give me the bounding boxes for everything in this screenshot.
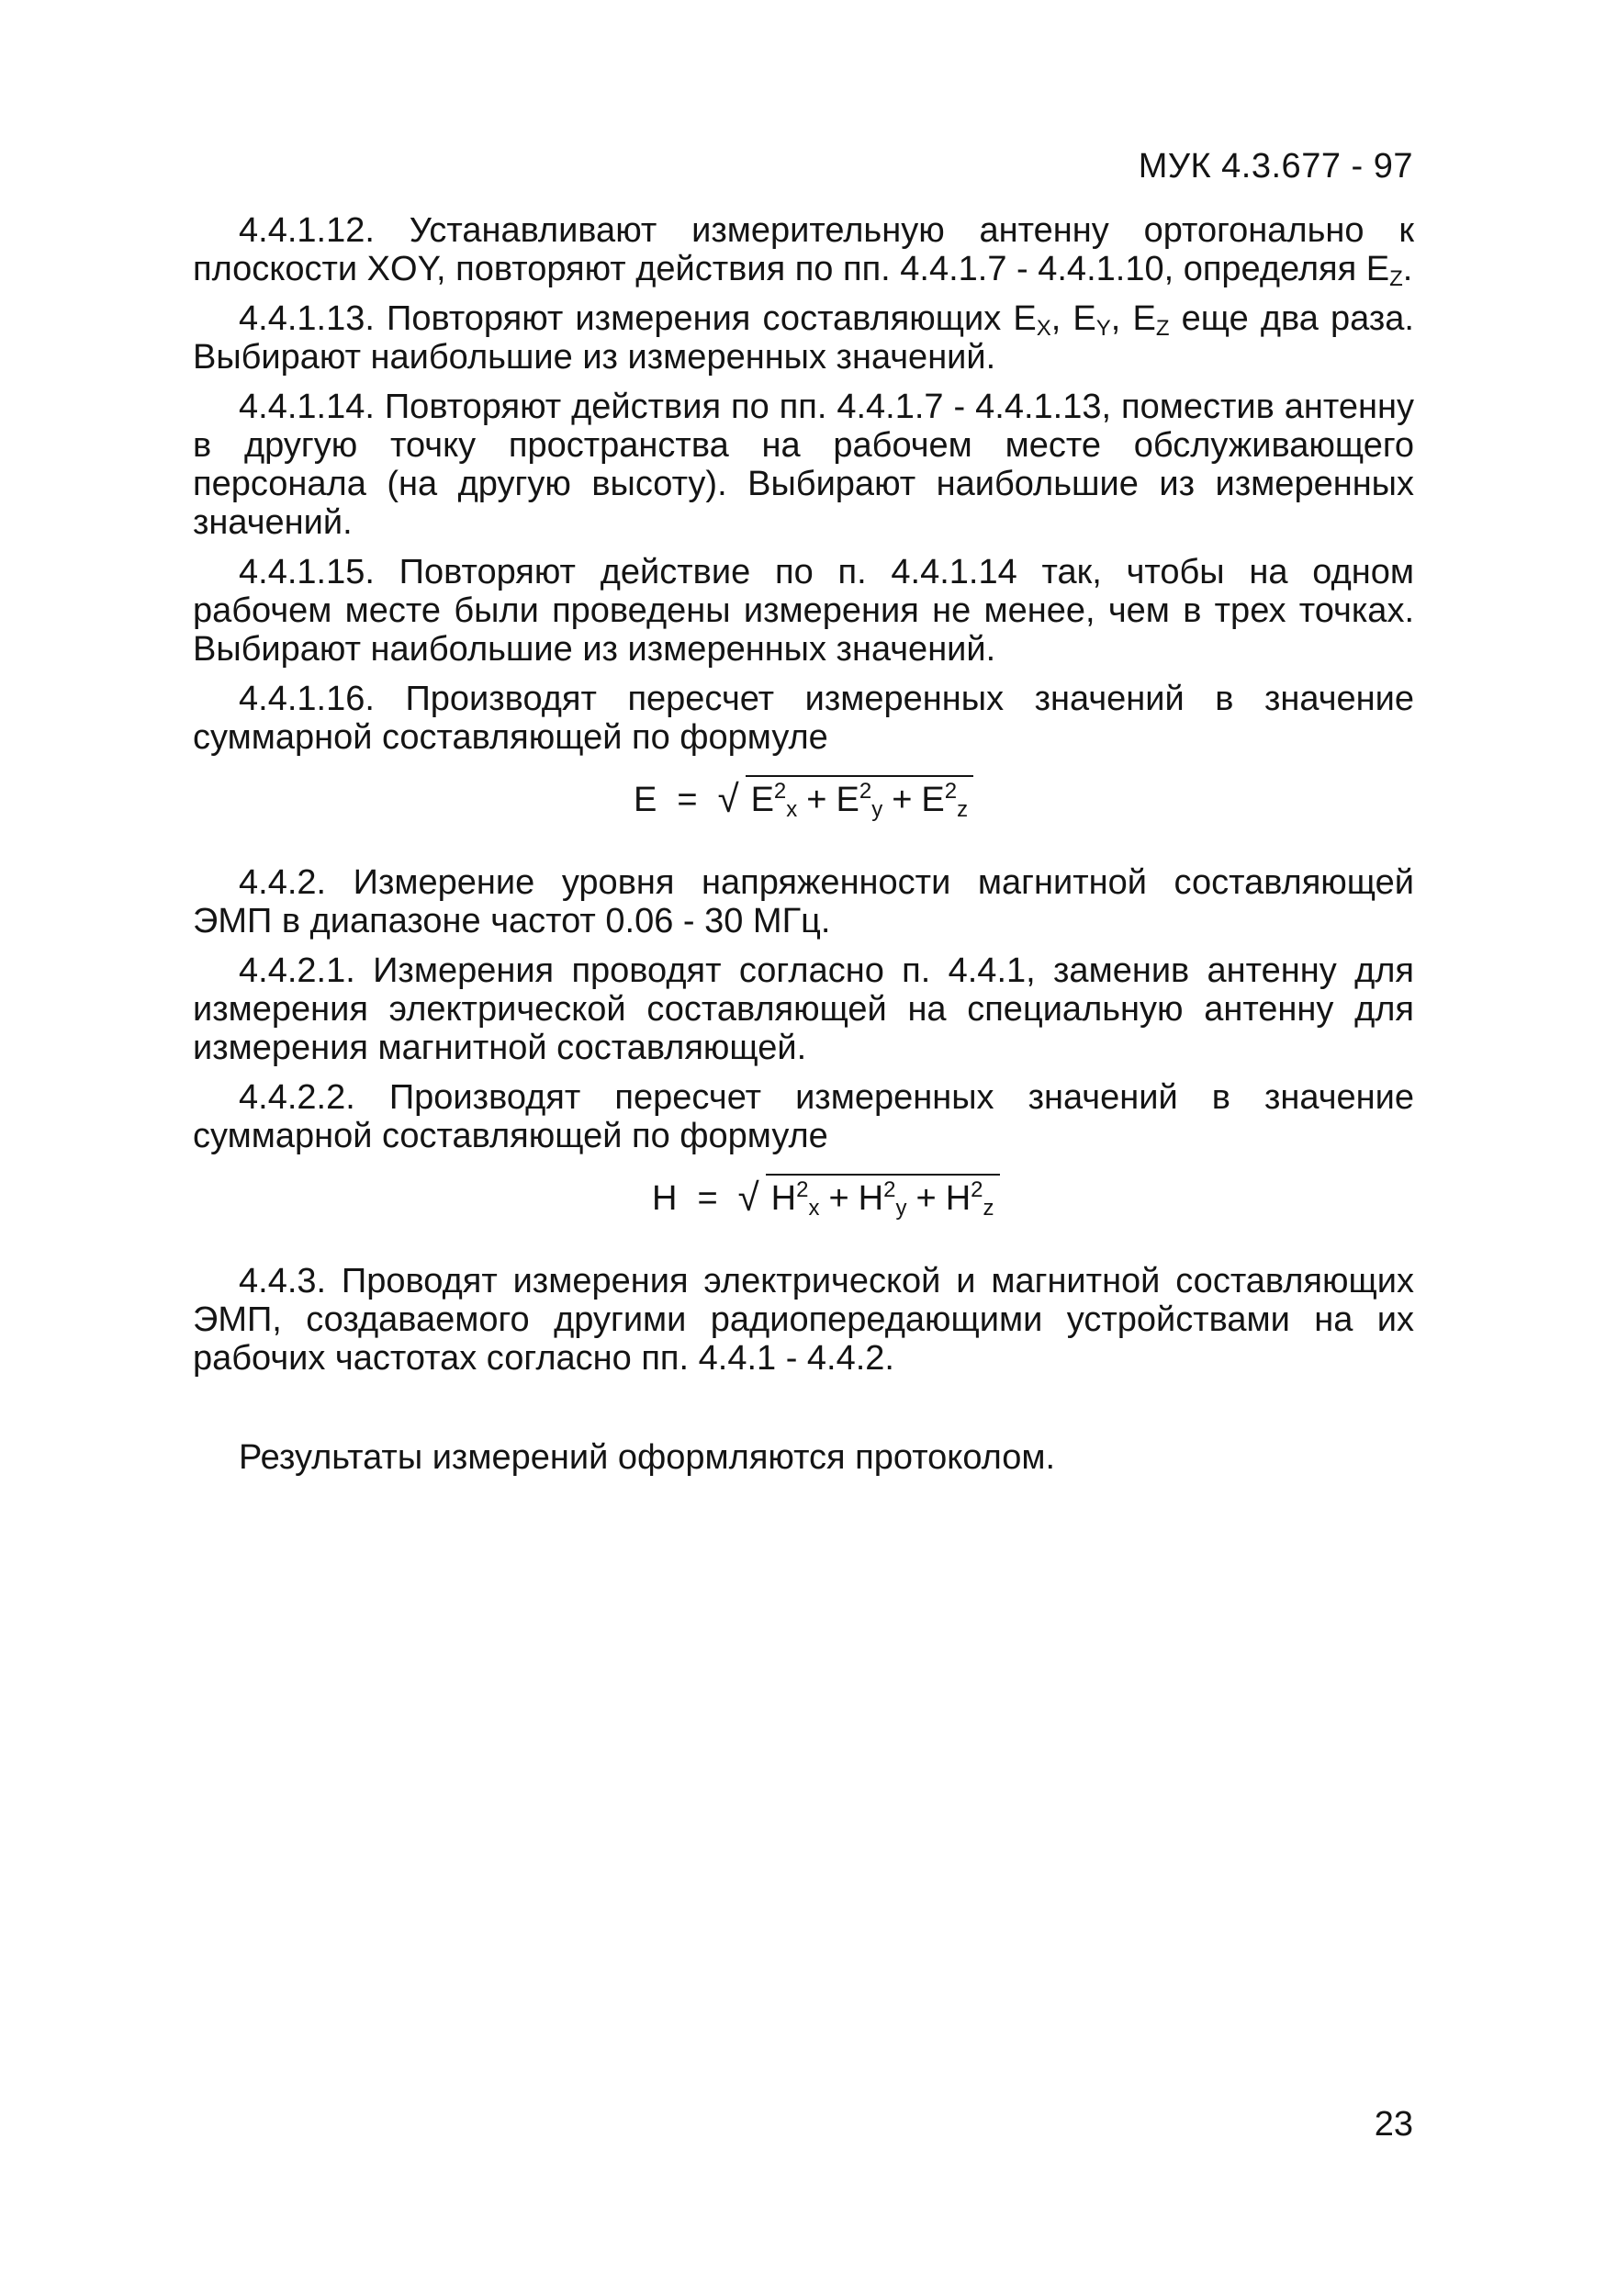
radicand (766, 1174, 1000, 1221)
subscript: X (1036, 316, 1051, 341)
term-ex: $E^2_x$ (750, 779, 798, 822)
subscript: Z (1155, 316, 1170, 341)
subscript: Y (1095, 316, 1111, 341)
sqrt-radical (737, 1176, 1000, 1221)
sqrt-radical (717, 777, 974, 822)
term-hx: $H^2_x$ (770, 1177, 820, 1221)
formula-equals: = (677, 781, 698, 819)
paragraph-text: еще два раза. Выбирают наибольшие из измеренных значений. (193, 299, 1414, 377)
paragraph-text: 4.4.1.12. Устанавливают измерительную антенну ортогонально к плоскости XOY, повторяют действия по пп. 4.4.1.7 - 4.4.1.10, определяя E (193, 211, 1414, 288)
paragraph-4-4-3: 4.4.3. Проводят измерения электрической и магнитной составляющих ЭМП, создаваемого другими радиопередающими устройствами на их рабочих частотах согласно пп. 4.4.1 - 4.4.2. (193, 1262, 1414, 1378)
plus-operator: + (915, 1179, 937, 1218)
term-ey: $E^2_y$ (836, 779, 883, 822)
document-body (193, 211, 1414, 1477)
term-ez: $E^2_z$ (921, 779, 969, 822)
radicand (746, 775, 974, 822)
paragraph-4-4-1-14: 4.4.1.14. Повторяют действия по пп. 4.4.1.7 - 4.4.1.13, поместив антенну в другую точку пространства на рабочем месте обслуживающего персонала (на другую высоту). Выбирают наибольшие из измеренных значений. (193, 388, 1414, 542)
paragraph-text: 4.4.1.13. Повторяют измерения составляющих E (239, 299, 1037, 338)
sqrt-icon: √ (717, 777, 739, 820)
paragraph-4-4-1-16: 4.4.1.16. Производят пересчет измеренных значений в значение суммарной составляющей по формуле (193, 680, 1414, 757)
results-statement: Результаты измерений оформляются протоколом. (239, 1438, 1056, 1477)
paragraph-4-4-1-13 (193, 299, 1414, 377)
formula-h (193, 1172, 1414, 1242)
paragraph-4-4-2-2: 4.4.2.2. Производят пересчет измеренных значений в значение суммарной составляющей по формуле (193, 1078, 1414, 1155)
subscript: Z (1389, 266, 1403, 291)
plus-operator: + (806, 781, 827, 819)
paragraph-4-4-1-15: 4.4.1.15. Повторяют действие по п. 4.4.1.14 так, чтобы на одном рабочем месте были проведены измерения не менее, чем в трех точках. Выбирают наибольшие из измеренных значений. (193, 553, 1414, 669)
page-number: 23 (1374, 2105, 1413, 2144)
paragraph-4-4-2-1: 4.4.2.1. Измерения проводят согласно п. 4.4.1, заменив антенну для измерения электрической составляющей на специальную антенну для измерения магнитной составляющей. (193, 951, 1414, 1067)
paragraph-text: . (1402, 250, 1413, 288)
formula-equals: = (697, 1179, 718, 1218)
plus-operator: + (828, 1179, 849, 1218)
formula-e (193, 773, 1414, 843)
plus-operator: + (892, 781, 913, 819)
term-hz: $H^2_z$ (945, 1177, 994, 1221)
paragraph-4-4-2: 4.4.2. Измерение уровня напряженности магнитной составляющей ЭМП в диапазоне частот 0.06 - 30 МГц. (193, 863, 1414, 940)
paragraph-text: , E (1050, 299, 1096, 338)
document-code-header: МУК 4.3.677 - 97 (1138, 147, 1413, 186)
term-hy: $H^2_y$ (858, 1177, 907, 1221)
formula-lhs: H (652, 1179, 678, 1218)
formula-lhs: E (634, 781, 657, 819)
paragraph-4-4-1-12 (193, 211, 1414, 291)
sqrt-icon: √ (737, 1176, 759, 1219)
paragraph-text: , E (1110, 299, 1156, 338)
